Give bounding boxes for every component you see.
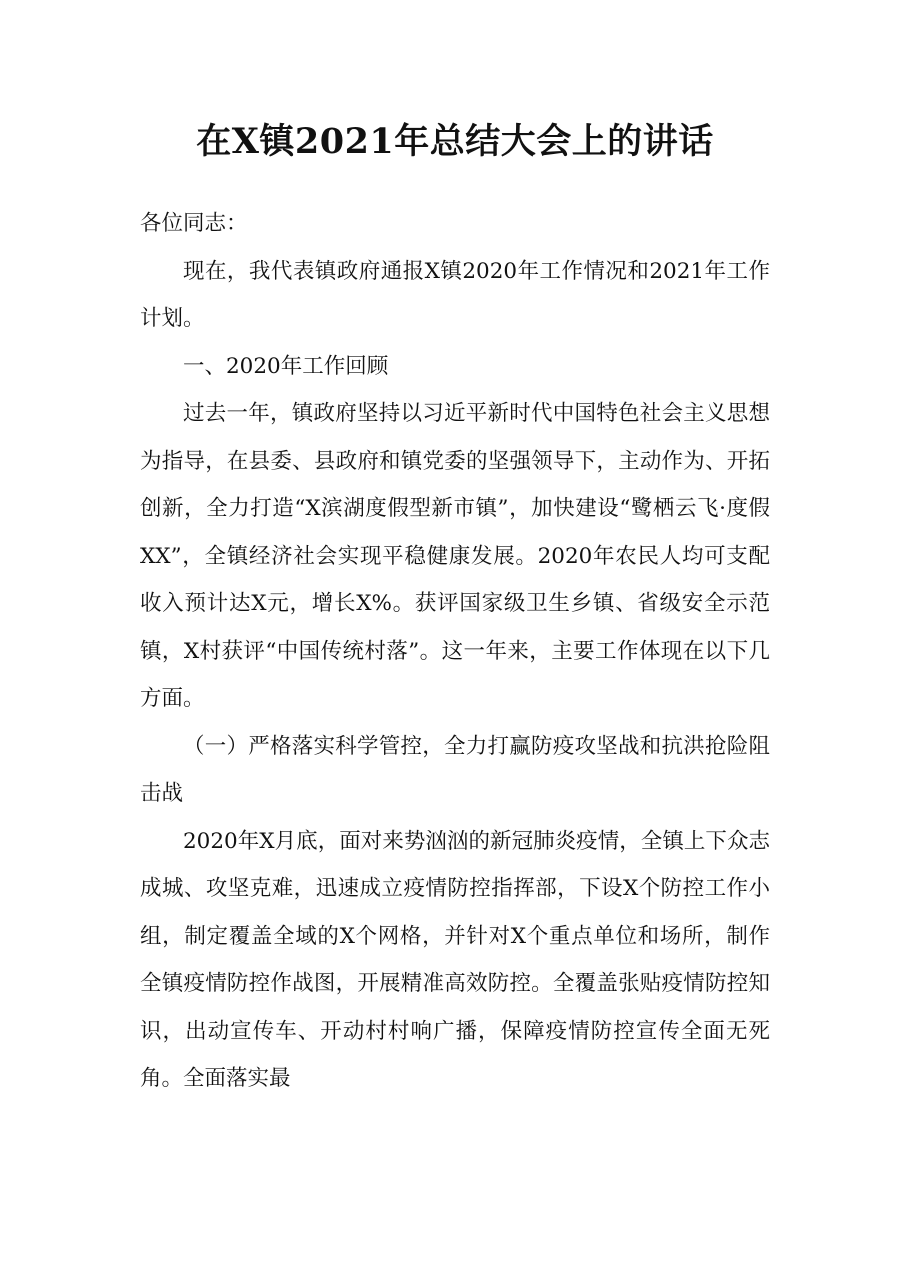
subsection-heading: （一）严格落实科学管控，全力打赢防疫攻坚战和抗洪抢险阻击战 (140, 733, 770, 806)
document-title: 在X镇2021年总结大会上的讲话 (196, 121, 714, 162)
paragraph-intro: 现在，我代表镇政府通报X镇2020年工作情况和2021年工作计划。 (140, 258, 770, 331)
document-page (140, 118, 770, 1103)
document-body (140, 200, 770, 1103)
paragraph-review: 过去一年，镇政府坚持以习近平新时代中国特色社会主义思想为指导，在县委、县政府和镇党委的坚强领导下，主动作为、开拓创新，全力打造“X滨湖度假型新市镇”，加快建设“鹭栖云飞·度假XX”，全镇经济社会实现平稳健康发展。2020年农民人均可支配收入预计达X元，增长X%。获评国家级卫生乡镇、省级安全示范镇，X村获评“中国传统村落”。这一年来，主要工作体现在以下几方面。 (140, 401, 770, 711)
salutation: 各位同志： (140, 211, 248, 236)
paragraph-epidemic: 2020年X月底，面对来势汹汹的新冠肺炎疫情，全镇上下众志成城、攻坚克难，迅速成立疫情防控指挥部，下设X个防控工作小组，制定覆盖全域的X个网格，并针对X个重点单位和场所，制作全镇疫情防控作战图，开展精准高效防控。全覆盖张贴疫情防控知识，出动宣传车、开动村村响广播，保障疫情防控宣传全面无死角。全面落实最 (140, 828, 770, 1091)
section-heading: 一、2020年工作回顾 (183, 353, 389, 379)
